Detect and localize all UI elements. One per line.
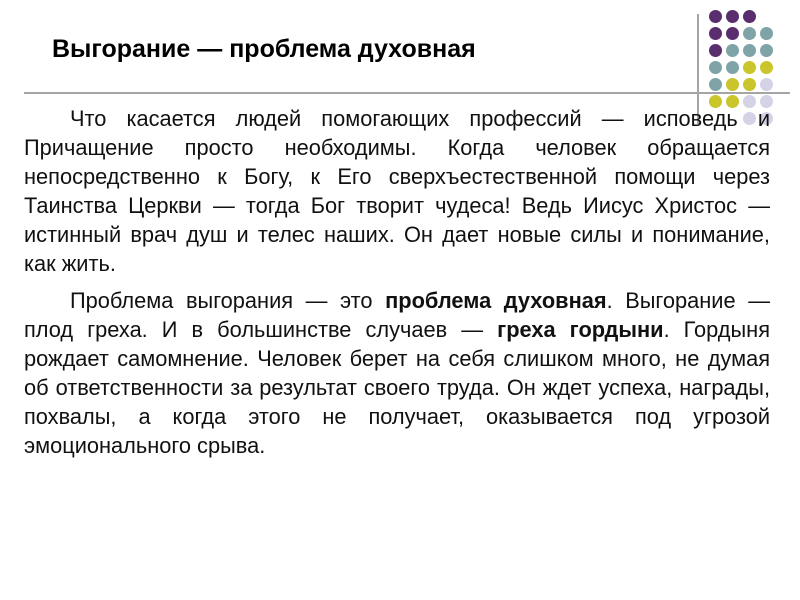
paragraph-2-part-2: . Выгорание — плод греха. И в большинстве случаев — (24, 288, 770, 342)
decorative-dot (760, 27, 773, 40)
decorative-dot (709, 78, 722, 91)
decorative-dot (760, 44, 773, 57)
decorative-dot (709, 44, 722, 57)
decorative-dot (709, 61, 722, 74)
decorative-dot (743, 27, 756, 40)
paragraph-2-part-1: Проблема выгорания — это (70, 288, 386, 313)
decorative-dot (743, 10, 756, 23)
decorative-dot (726, 27, 739, 40)
decorative-dot (726, 78, 739, 91)
slide-title: Выгорание — проблема духовная (52, 35, 476, 63)
decorative-horizontal-line (24, 92, 790, 94)
decorative-dot (760, 78, 773, 91)
emphasis-sin-of-pride: греха гордыни (497, 317, 664, 342)
paragraph-2-part-3: . Гордыня рождает самомнение. Человек берет на себя слишком много, не думая об ответственности за результат своего труда. Он ждет успеха, награды, похвалы, а когда этого не получает, оказывается под угрозой эмоционального срыва. (24, 317, 770, 458)
decorative-dot (743, 44, 756, 57)
paragraph-1: Что касается людей помогающих профессий — исповедь и Причащение просто необходимы. Когда человек обращается непосредственно к Богу, к Его сверхъестественной помощи через Таинства Церкви — тогда Бог творит чудеса! Ведь Иисус Христос — истинный врач душ и телес наших. Он дает новые силы и понимание, как жить. (24, 106, 770, 276)
slide-body (24, 104, 770, 460)
paragraph-2 (24, 286, 770, 460)
decorative-dot (760, 61, 773, 74)
decorative-dot (743, 61, 756, 74)
decorative-dot (709, 10, 722, 23)
decorative-dot (726, 61, 739, 74)
decorative-dot (726, 10, 739, 23)
emphasis-spiritual-problem: проблема духовная (385, 288, 607, 313)
decorative-dot (709, 27, 722, 40)
decorative-dot (743, 78, 756, 91)
decorative-dot (726, 44, 739, 57)
